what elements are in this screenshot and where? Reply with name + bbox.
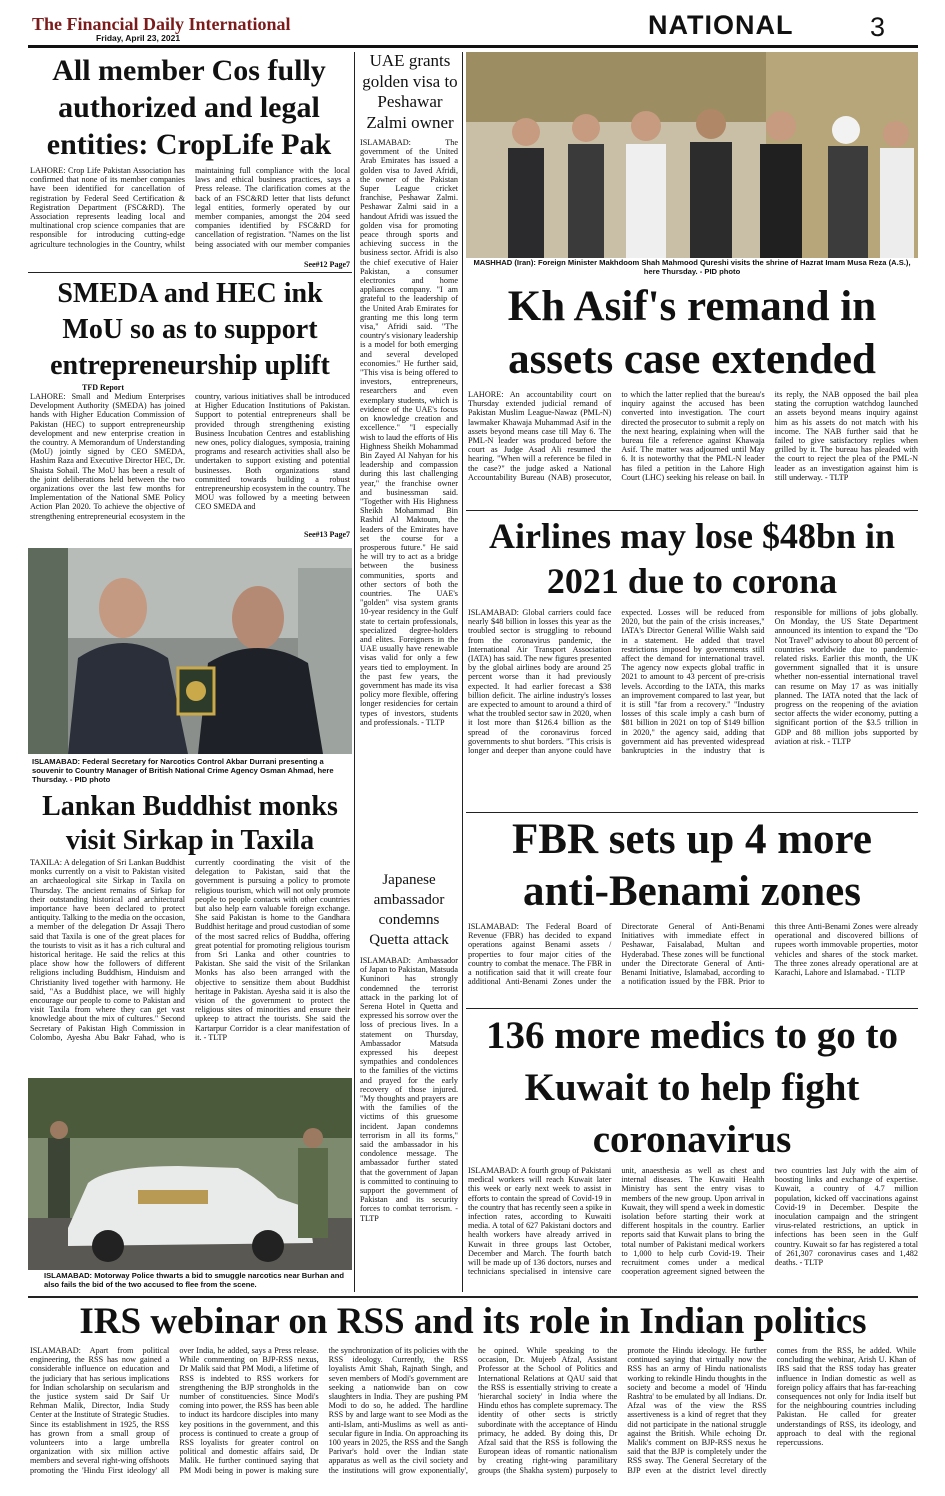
motorway-photo (28, 1078, 352, 1270)
mashhad-photo (466, 52, 918, 258)
medics-body: ISLAMABAD: A fourth group of Pakistani medical workers will reach Kuwait later this week or early next week to assist in efforts to contain the spread of Covid-19 in the country that has recently seen a spike in infection rates, according to Kuwaiti media. A total of 627 Pakistani doctors and health workers have already arrived in Kuwait in three groups last October, December and March. The fourth batch will be made up of 136 doctors, nurses and technicians specialised in intensive care unit, anaesthesia as well as chest and internal diseases. The Kuwaiti Health Ministry has sent the entry visas to members of the new group. Upon arrival in Kuwait, they will spend a week in domestic isolation before starting their work at different hospitals in the country. Earlier reports said that Kuwait plans to bring the total number of Pakistani medical workers to 1,000 to help curb Covid-19. Their recruitment comes under a medical cooperation agreement signed between the two countries last July with the aim of boosting links and exchange of expertise. Kuwait, a country of 4.7 million population, kicked off vaccinations against Covid-19 in December. Despite the inoculation campaign and the stringent virus-related restrictions, an uptick in infections has been seen in the Gulf country. Kuwait so far has registered a total of 261,307 coronavirus cases and 1,482 deaths. - TLTP (468, 1166, 918, 1277)
masthead-rule (28, 45, 918, 48)
mashhad-caption: MASHHAD (Iran): Foreign Minister Makhdoom Shah Mahmood Qureshi visits the shrine of Hazrat Imam Musa Reza (A.S.), here Thursday. - PID photo (473, 258, 911, 276)
divider (466, 510, 918, 511)
issue-date: Friday, April 23, 2021 (96, 33, 181, 43)
smeda-body: LAHORE: Small and Medium Enterprises Development Authority (SMEDA) has joined hands with Higher Education Commission of Pakistan (HEC) to support entrepreneurship development and new enterprise creation in the country. A Memorandum of Understanding (MoU) jointly signed by CEO SMEDA, Hashim Raza and Executive Director HEC, Dr. Shaista Sohail. The MoU has been a result of the joint deliberations held between the two organizations over the last few months for Implementation of the National SME Policy Action Plan 2020. To achieve the objective of strengthening entrepreneurial ecosystem in the country, various initiatives shall be introduced at Higher Education Institutions of Pakistan. Support to potential entrepreneurs shall be provided through strengthening existing Business Incubation Centres and establishing new ones, policy dialogues, symposia, training programs and research activities shall also be undertaken to support existing and potential businesses. Both organizations stand committed towards building a robust entrepreneurship ecosystem in the country. The MOU was followed by a meeting between CEO SMEDA and (30, 392, 350, 521)
smeda-headline: SMEDA and HEC ink MoU so as to support entrepreneurship uplift (50, 278, 330, 381)
airlines-body: ISLAMABAD: Global carriers could face nearly $48 billion in losses this year as the troubled sector is struggling to rebound from the coronavirus pandemic, the International Air Transport Association (IATA) has said. The new figures presented by the global airlines body are around 25 percent worse than it had previously expected. It had earlier forecast a $38 billion deficit. The airline industry's losses are expected to amount to around a third of what the troubled sector saw in 2020, when it lost more than $126.4 billion as the spread of the coronavirus forced governments to shut borders. "This crisis is longer and deeper than anyone could have expected. Losses will be reduced from 2020, but the pain of the crisis increases," IATA's Director General Willie Walsh said in a statement. He added that travel restrictions imposed by governments still affect the demand for international travel. The agency now expects global traffic in 2021 to amount to 43 percent of pre-crisis levels. According to the IATA, this marks an improvement compared to last year, but it is still "far from a recovery." "Industry losses of this scale imply a cash burn of $81 billion in 2021 on top of $149 billion in 2020," the agency said, adding that government aid has prevented widespread bankruptcies in the industry that is responsible for millions of jobs globally. On Monday, the US State Department announced its intention to expand the "Do Not Travel" advisory to about 80 percent of countries worldwide due to pandemic-related risks. Earlier this month, the UK government signalled that it is unsure whether non-essential international travel can resume on May 17 as was initially planned. The IATA noted that the lack of progress on the reopening of the aviation sector affects the wider economy, putting a significant portion of the $3.5 trillion in GDP and 88 million jobs supported by aviation at risk. - TLTP (468, 608, 918, 756)
section-title: NATIONAL (648, 10, 794, 40)
croplife-body: LAHORE: Crop Life Pakistan Association has confirmed that none of its member companies have been identified for cancellation of registration by Federal Seed Certification & Registration Department (FSC&RD). The Association represents leading local and multinational crop science companies that are responsible for introducing cutting-edge agriculture technologies in the Country, whilst maintaining full compliance with the local laws and ethical business practices, says a Press release. The clarification comes at the back of an FSC&RD letter that lists defunct legal entities, formerly operated by our member companies, amongst the 204 seed companies identified by FSC&RD for cancellation of registration. "Names on the list being associated with our member companies (30, 166, 350, 249)
paper-name: The Financial Daily International (32, 14, 291, 34)
narcotics-photo (28, 548, 352, 754)
croplife-headline: All member Cos fully authorized and legal entities: CropLife Pak (46, 54, 332, 161)
japanese-headline: Japanese ambassador condemns Quetta attack (369, 872, 449, 948)
divider (466, 812, 918, 813)
medics-headline: 136 more medics to go to Kuwait to help fight coronavirus (486, 1014, 898, 1161)
smeda-see-ref: See#13 Page7 (304, 530, 350, 539)
narcotics-caption: ISLAMABAD: Federal Secretary for Narcotics Control Akbar Durrani presenting a souvenir to Country Manager of British National Crime Agency Osman Ahmad, here Thursday. - PID photo (32, 757, 334, 784)
asif-body: LAHORE: An accountability court on Thursday extended judicial remand of Pakistan Muslim League-Nawaz (PML-N) lawmaker Khawaja Muhammad Asif in the assets beyond means case till May 6. The PML-N leader was produced before the court as Judge Asad Ali resumed the hearing. "When will a reference be filed in the case?" the judge asked a National Accountability Bureau (NAB) prosecutor, to which the latter replied that the bureau's inquiry against the accused has been converted into investigation. The court directed the prosecutor to submit a reply on the next hearing, explaining when will the bureau file a reference against Khawaja Asif. The matter was adjourned until May 6. It is noteworthy that the PML-N leader has filed a petition in the Lahore High Court (LHC) seeking his release on bail. In its reply, the NAB opposed the bail plea stating the corruption watchdog launched an assets beyond means inquiry against him as his assets do not match with his income. The NAB further said that he failed to give satisfactory replies when grilled by it. The bureau has pleaded with the court to reject the plea of the PML-N leader as an investigation against him is still underway. - TLTP (468, 390, 918, 482)
fbr-body: ISLAMABAD: The Federal Board of Revenue (FBR) has decided to expand operations against Benami assets / properties to four major cities of the country to combat the menace. The FBR in a notification said that it will create four additional Anti-Benami Zones under the Directorate General of Anti-Benami Initiatives with immediate effect in Peshawar, Faisalabad, Multan and Hyderabad. These zones will be functional under the Directorate General of Anti-Benami Initiative, Islamabad, according to a notification issued by the FBR. Prior to this three Anti-Benami Zones were already operational and discovered billions of rupees worth immovable properties, motor vehicles and shares of the stock market. The three zones already operational are at Karachi, Lahore and Islamabad. - TLTP (468, 922, 918, 987)
irs-body: ISLAMABAD: Apart from political engineering, the RSS has now gained a considerable influence on education and the judiciary that has serious implications for Indian scholarship on secularism and the justice system said Dr Saif Ur Rehman Malik, Director, India Study Center at the Institute of Strategic Studies. Since its establishment in 1925, the RSS has grown from a small group of volunteers into a large umbrella organization with six million active members and several right-wing offshoots promoting the 'Hindu First ideology' all over India, he added, says a Press release. While commenting on BJP-RSS nexus, Dr Malik said that PM Modi, a lifetime of RSS is indebted to RSS workers for strengthening the BJP strongholds in the number of constituencies. Since Modi's coming into power, the RSS has been able to induct its hardcore disciples into many key positions in the government, and this process is continued to create a group of RSS loyalists for greater control on political and domestic affairs said, Dr Malik. He further continued saying that PM Modi being in power is making sure the synchronization of its policies with the RSS ideology. Currently, the RSS loyalists Amit Shah, Rajnath Singh, and seven members of Modi's government are seeking a nationwide ban on cow slaughters in India. They are pushing PM Modi to do so, he added. The hardline RSS by and large want to see Modi as the anti-Islam, anti-Muslims as well as anti-secular figure in India. On approaching its 100 years in 2025, the RSS and the Sangh Parivar's hold over the Indian state apparatus as well as the civil society and the institutions will grow exponentially', he opined. While speaking to the occasion, Dr. Mujeeb Afzal, Assistant Professor at the School of Politics and International Relations at QAU said that the RSS is essentially striving to create a 'hierarchal society' in India where the Hindu ethos has complete supremacy. The identity of other sects is strictly subordinate with the acceptance of Hindu primacy, he added. By doing this, Dr Afzal said that the RSS is following the European ideas of romantic nationalism by creating right-wing paramilitary groups (the Shakha system) purposely to promote the Hindu ideology. He further continued saying that virtually now the RSS has an army of Hindu nationalists working to rekindle Hindu thoughts in the society and become a model of 'Hindu Rashtra' to be emulated by all Indians. Dr. Afzal was of the view the RSS assertiveness is a kind of regret that they did not participate in the national struggle against the British. While echoing Dr. Malik's comment on BJP-RSS nexus he said that the BJP is completely under the RSS sway. The General Secretary of the BJP even at the district level directly comes from the RSS, he added. While concluding the webinar, Arish U. Khan of IRS said that the RSS today has greater influence in Indian domestic as well as foreign policy affairs that has far-reaching consequences not only for India itself but for the neighbouring countries including Pakistan. He called for greater understandings of RSS, its ideology, and approach to deal with the regional repercussions. (30, 1346, 916, 1475)
smeda-byline: TFD Report (82, 383, 124, 392)
lankan-headline: Lankan Buddhist monks visit Sirkap in Taxila (42, 791, 338, 856)
uae-body: ISLAMABAD: The government of the United Arab Emirates has issued a golden visa to Javed Afridi, the owner of the Pakistan Super League cricket franchise, Peshawar Zalmi. Peshawar Zalmi said in a handout Afridi was issued the golden visa for promoting peace through sports and achieving success in the business sector. Afridi is also the chief executive of Haier Pakistan, a consumer electronics and home appliances company. "I am grateful to the leadership of the United Arab Emirates for granting me this long term visa," Afridi said. "The country's visionary leadership is a model for both emerging and several developed economies." He further said, "This visa is being offered to investors, entrepreneurs, researchers and even exemplary students, which is evidence of the UAE's focus on knowledge creation and excellence." "I especially wish to laud the efforts of His Highness Sheikh Mohammad Bin Zayed Al Nahyan for his leadership and compassion during this last challenging year," the franchise owner and businessman said. "Together with His Highness Sheikh Mohammad Bin Rashid Al Maktoum, the leaders of the Emirates have set the course for a prosperous future." He said he will try to act as a bridge between the business communities, sports and other sectors of both the countries. The UAE's "golden" visa system grants 10-year residency in the Gulf state to certain professionals, specialized degree-holders and elites. Foreigners in the UAE usually have renewable visas valid for only a few years tied to employment. In the past few years, the government has made its visa policy more flexible, offering longer residencies for certain types of investors, students and professionals. - TLTP (360, 138, 458, 727)
airlines-headline: Airlines may lose $48bn in 2021 due to corona (488, 516, 896, 601)
fbr-headline: FBR sets up 4 more anti-Benami zones (512, 816, 872, 915)
page-number: 3 (870, 12, 886, 42)
column-divider (354, 52, 355, 1292)
croplife-see-ref: See#12 Page7 (304, 260, 350, 269)
japanese-body: ISLAMABAD: Ambassador of Japan to Pakistan, Matsuda Kuninori has strongly condemned the terrorist attack in the parking lot of Serena Hotel in Quetta and expressed his sorrow over the loss of precious lives. In a statement on Thursday, Ambassador Matsuda expressed his deepest sympathies and condolences to the families of the victims and prayed for the early recovery of those injured. "My thoughts and prayers are with the families of the victims of this gruesome incident. Japan condemns terrorism in all its forms," said the ambassador in his condolence message. The ambassador further stated that the government of Japan is committed to continuing to support the government of Pakistan and its security forces to combat terrorism. - TLTP (360, 956, 458, 1223)
divider (28, 272, 352, 273)
lankan-body: TAXILA: A delegation of Sri Lankan Buddhist monks currently on a visit to Pakistan visited an archaeological site Sirkap in Taxila on Thursday. The ancient remains of Sirkap for their outstanding historical and architectural importance have been declared to protect antiquity. Talking to the media on the occasion, a member of the delegation Dr Assaji Thero said that Taxila is one of the great places for the tourists to visit as it has a rich cultural and historical heritage. He said the relics at this place show how the followers of different religions including Buddhism, Hinduism and Christianity lived together with harmony. He said, "As a Buddhist place, we will highly encourage our people to come to Pakistan and visit Taxila from where they can get vast knowledge about the mix of cultures." Second Secretary of Pakistan High Commission in Colombo, Ayesha Abu Bakr Fahad, who is currently coordinating the visit of the delegation to Pakistan, said that the government is pursuing a policy to promote religious tourism, which will not only promote people to people contacts with other countries but also help earn valuable foreign exchange. She said Pakistan is home to the Gandhara Buddhist heritage and proud custodian of some of the most sacred relics of Buddha, offering great potential for promoting religious tourism from Sri Lanka and other countries to Pakistan. She said the visit of the Srilankan Monks has also been arranged with the objective to sensitize them about Buddhist heritage in Pakistan. Ayesha said it is also the vision of the government to protect the religious sites of minorities and ensure their upkeep to attract the tourists. She said the Kartarpur Corridor is a clear manifestation of it. - TLTP (30, 858, 350, 1042)
irs-headline: IRS webinar on RSS and its role in Indian politics (79, 1301, 867, 1342)
asif-headline: Kh Asif's remand in assets case extended (507, 283, 877, 383)
divider (28, 1296, 918, 1298)
column-divider (462, 52, 463, 1292)
divider (466, 1008, 918, 1009)
motorway-caption: ISLAMABAD: Motorway Police thwarts a bid to smuggle narcotics near Burhan and also fails the bid of the two accused to flee from the scene. (44, 1271, 344, 1289)
uae-headline: UAE grants golden visa to Peshawar Zalmi owner (362, 51, 458, 132)
